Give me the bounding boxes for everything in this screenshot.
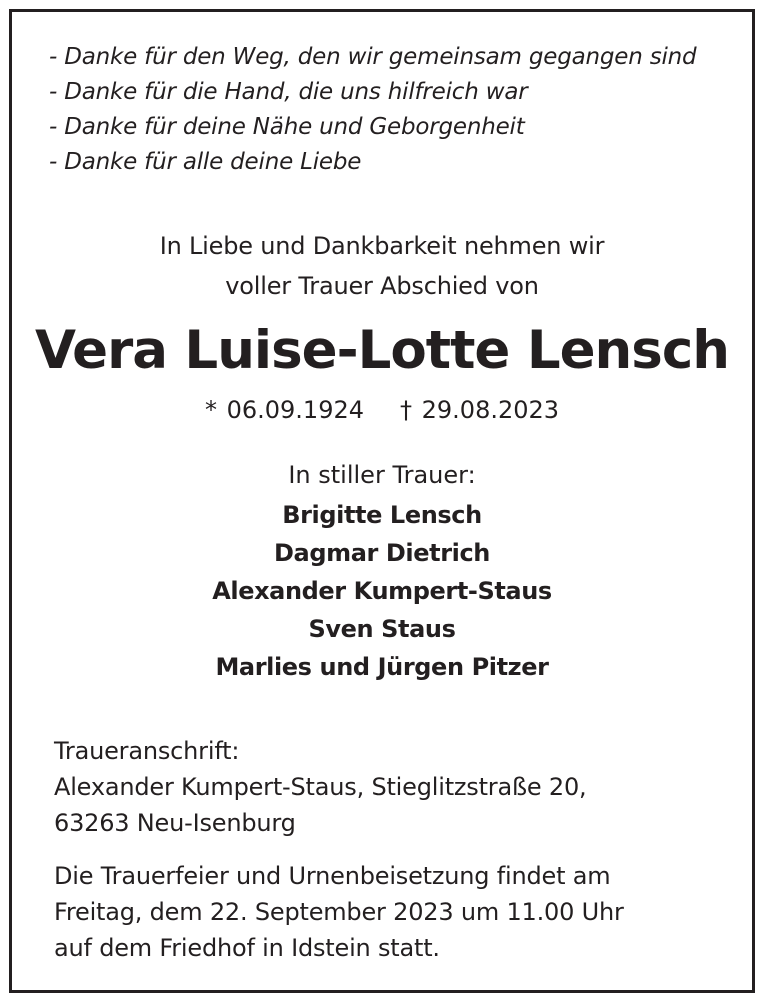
mourner-name: Alexander Kumpert-Staus	[212, 577, 552, 605]
address-line-1: Alexander Kumpert-Staus, Stieglitzstraße 20,	[54, 773, 587, 801]
intro-line: - Danke für deine Nähe und Geborgenheit	[49, 114, 525, 140]
intro-line: - Danke für die Hand, die uns hilfreich war	[49, 79, 528, 105]
intro-line: - Danke für alle deine Liebe	[49, 149, 362, 175]
ceremony-line-2: Freitag, dem 22. September 2023 um 11.00 Uhr	[54, 898, 624, 926]
mourner-name: Brigitte Lensch	[282, 501, 482, 529]
lead-line-1: In Liebe und Dankbarkeit nehmen wir	[159, 232, 605, 260]
mourner-name: Dagmar Dietrich	[274, 539, 490, 567]
address-line-2: 63263 Neu-Isenburg	[54, 809, 296, 837]
mourner-name: Sven Staus	[308, 615, 456, 643]
birth-date: * 06.09.1924	[204, 396, 364, 424]
ceremony-info	[54, 858, 624, 966]
deceased-name: Vera Luise-Lotte Lensch	[35, 320, 729, 381]
ceremony-line-3: auf dem Friedhof in Idstein statt.	[54, 934, 440, 962]
mourning-address	[54, 733, 586, 841]
life-dates	[0, 392, 764, 428]
mourner-name: Marlies und Jürgen Pitzer	[215, 653, 549, 681]
intro-verses	[49, 40, 696, 180]
mourners-heading: In stiller Trauer:	[288, 461, 476, 489]
death-date: † 29.08.2023	[400, 396, 560, 424]
mourners-list	[0, 496, 764, 686]
lead-line-2: voller Trauer Abschied von	[225, 272, 539, 300]
address-label: Traueranschrift:	[54, 737, 240, 765]
intro-line: - Danke für den Weg, den wir gemeinsam gegangen sind	[49, 44, 697, 70]
lead-text	[0, 226, 764, 306]
ceremony-line-1: Die Trauerfeier und Urnenbeisetzung findet am	[54, 862, 611, 890]
